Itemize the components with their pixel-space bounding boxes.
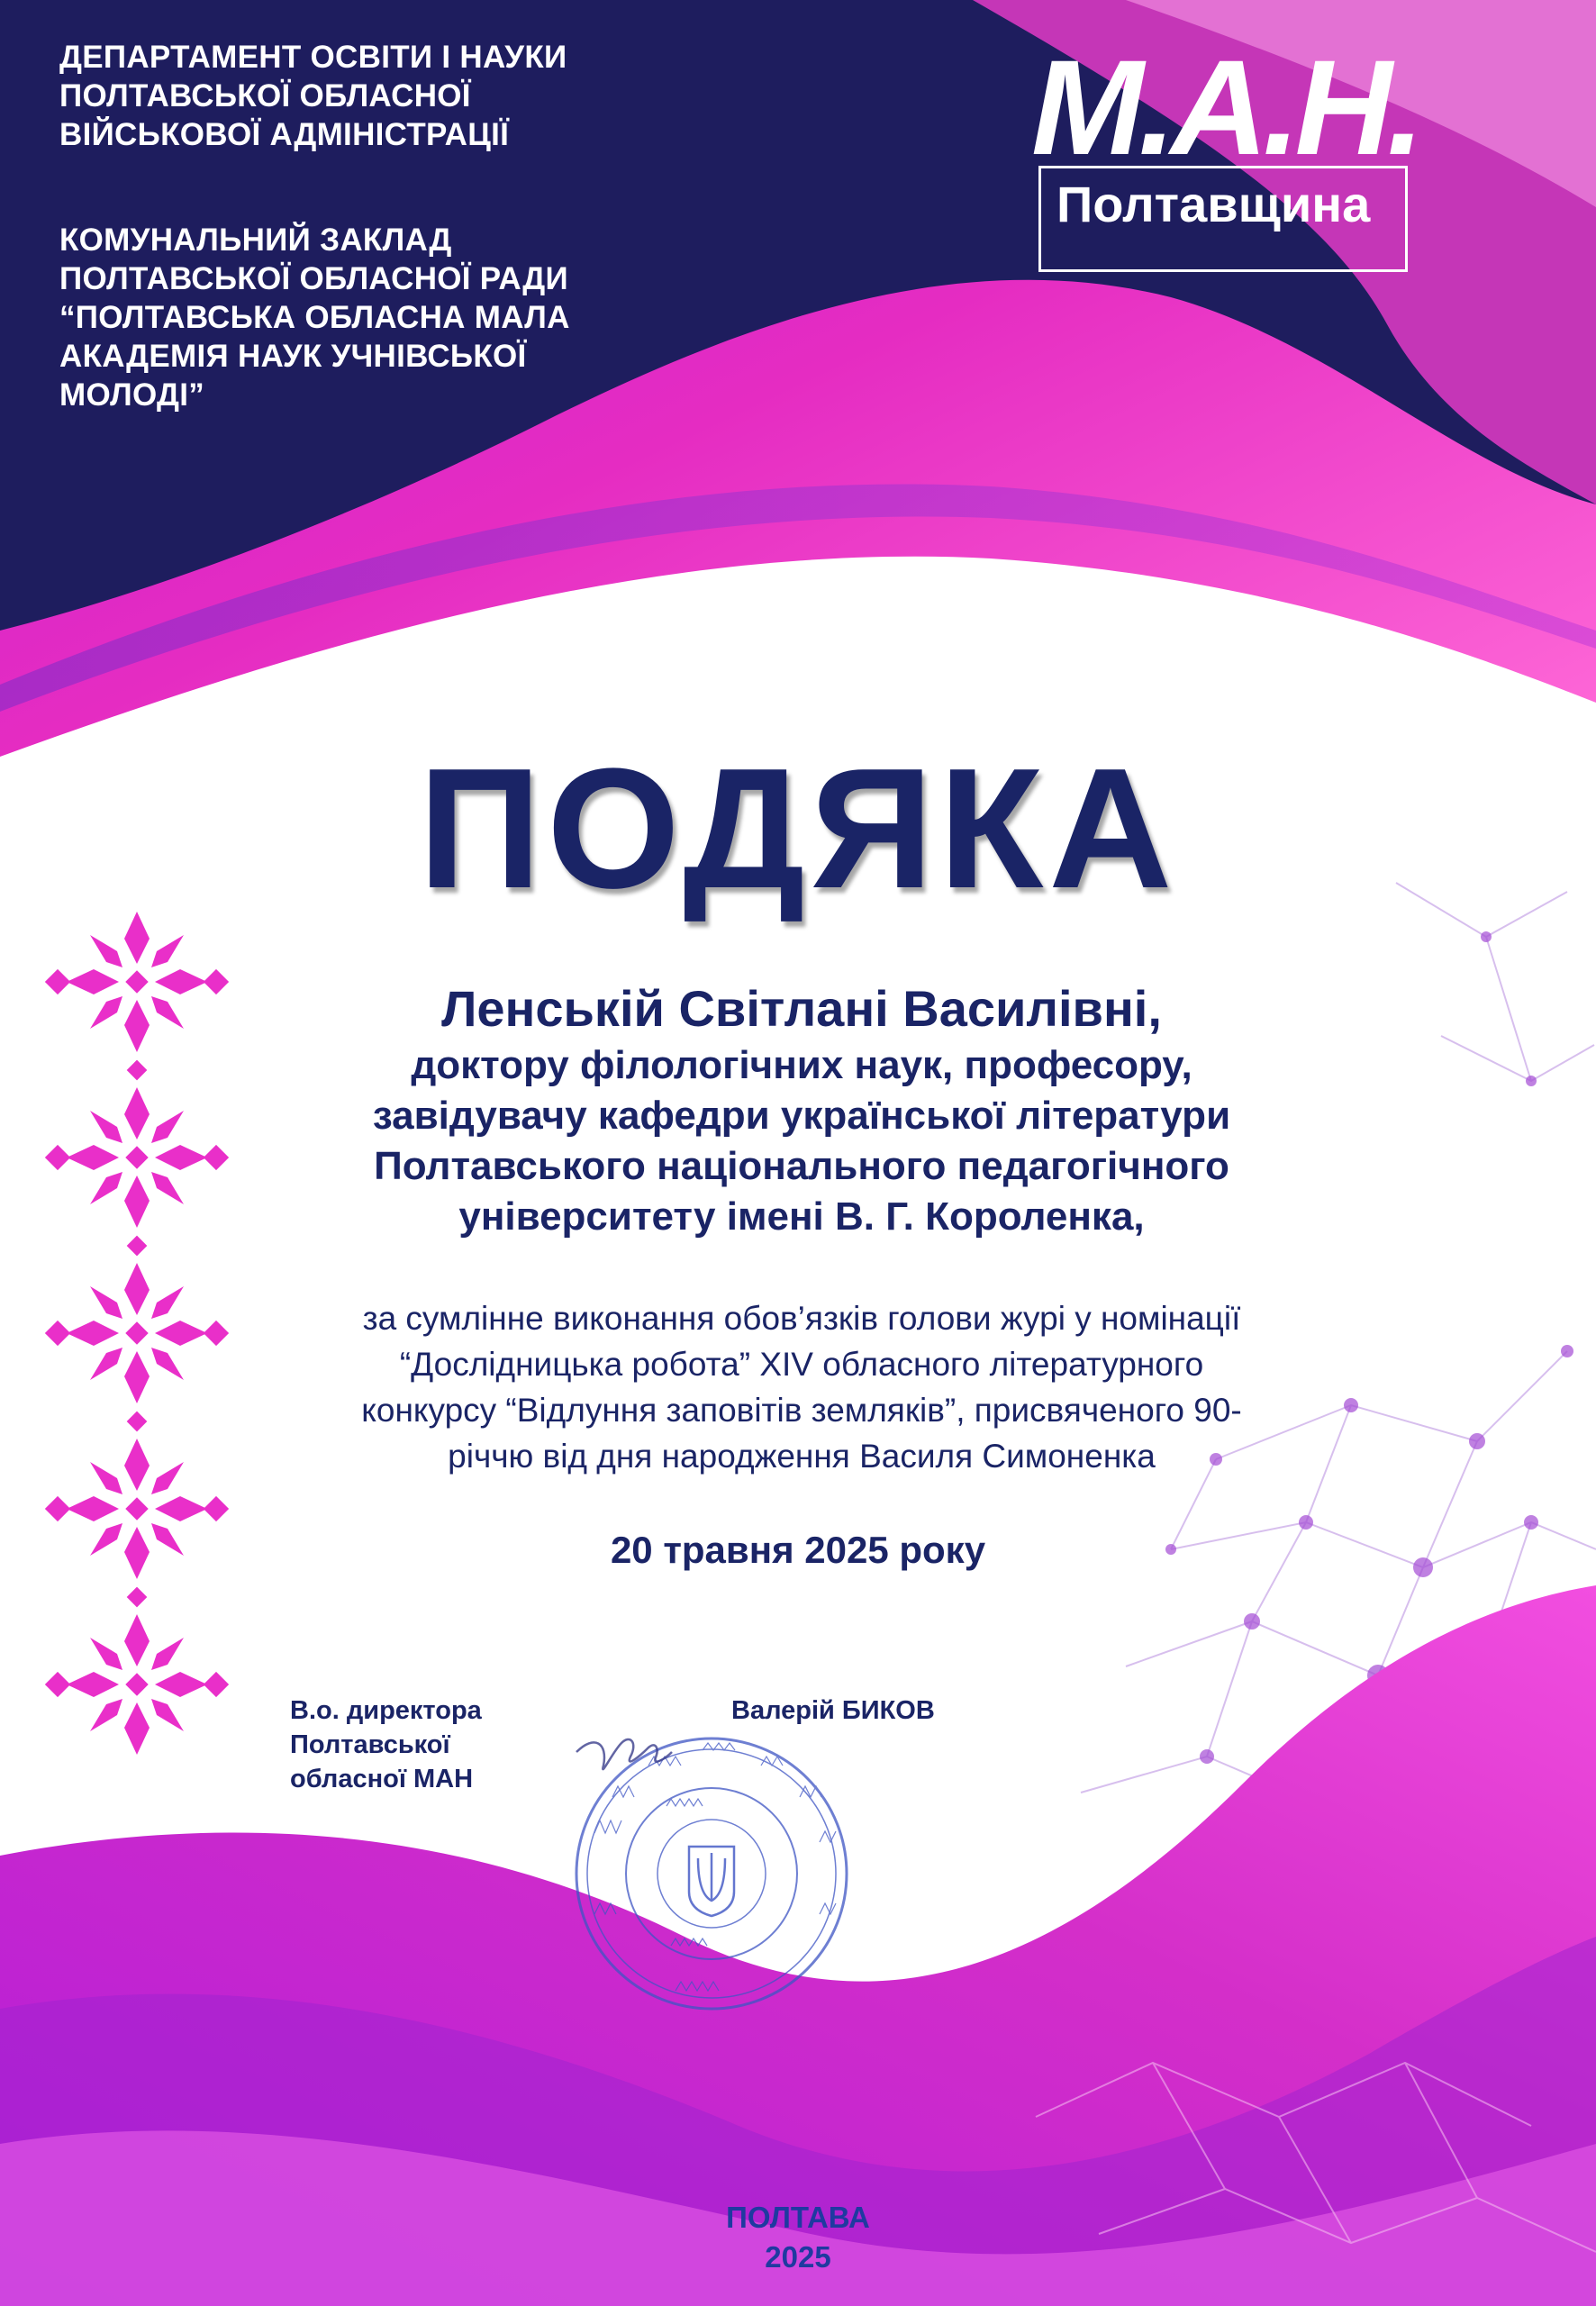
issue-date: 20 травня 2025 року <box>610 1529 986 1571</box>
logo-main-text: М.А.Н. <box>1031 32 1419 183</box>
recipient-block <box>207 977 1396 1242</box>
department-header <box>59 38 567 154</box>
reason-line: річчю від дня народження Василя Симоненка <box>448 1438 1156 1475</box>
institution-line: “ПОЛТАВСЬКА ОБЛАСНА МАЛА <box>59 300 570 335</box>
signer-position-line: обласної МАН <box>290 1765 474 1793</box>
official-stamp <box>558 1716 856 2013</box>
signer-position-line: В.о. директора <box>290 1696 482 1725</box>
reason-line: “Дослідницька робота” XIV обласного літературного <box>399 1346 1204 1383</box>
signer-position-line: Полтавської <box>290 1730 450 1759</box>
recipient-title-line: завідувачу кафедри української літератури <box>372 1094 1231 1138</box>
institution-line: КОМУНАЛЬНИЙ ЗАКЛАД <box>59 222 452 258</box>
recipient-title-line: доктору філологічних наук, професору, <box>411 1043 1192 1087</box>
certificate-title: ПОДЯКА <box>418 733 1178 924</box>
signer-position <box>290 1693 482 1796</box>
man-logo <box>1031 32 1554 238</box>
reason-line: за сумлінне виконання обов’язків голови журі у номінації <box>362 1300 1241 1337</box>
signer-name: Валерій БИКОВ <box>731 1696 935 1725</box>
handwritten-signature <box>576 1739 672 1769</box>
department-line: ДЕПАРТАМЕНТ ОСВІТИ І НАУКИ <box>59 40 567 75</box>
footer-year: 2025 <box>765 2240 831 2274</box>
department-line: ПОЛТАВСЬКОЇ ОБЛАСНОЇ <box>59 78 471 113</box>
institution-line: ПОЛТАВСЬКОЇ ОБЛАСНОЇ РАДИ <box>59 261 568 296</box>
institution-line: МОЛОДІ” <box>59 377 205 413</box>
footer <box>0 2198 1596 2277</box>
recipient-title-line: університету імені В. Г. Короленка, <box>458 1194 1145 1239</box>
trident-emblem-icon <box>689 1847 734 1916</box>
department-line: ВІЙСЬКОВОЇ АДМІНІСТРАЦІЇ <box>59 117 510 152</box>
recipient-title-line: Полтавського національного педагогічного <box>374 1144 1229 1188</box>
award-reason <box>207 1295 1396 1479</box>
institution-header <box>59 221 570 414</box>
footer-city: ПОЛТАВА <box>726 2201 870 2234</box>
reason-line: конкурсу “Відлуння заповітів земляків”, присвяченого 90- <box>361 1392 1242 1429</box>
institution-line: АКАДЕМІЯ НАУК УЧНІВСЬКОЇ <box>59 339 527 374</box>
logo-subtitle: Полтавщина <box>1056 176 1371 232</box>
recipient-name: Ленській Світлані Василівні, <box>441 980 1162 1037</box>
